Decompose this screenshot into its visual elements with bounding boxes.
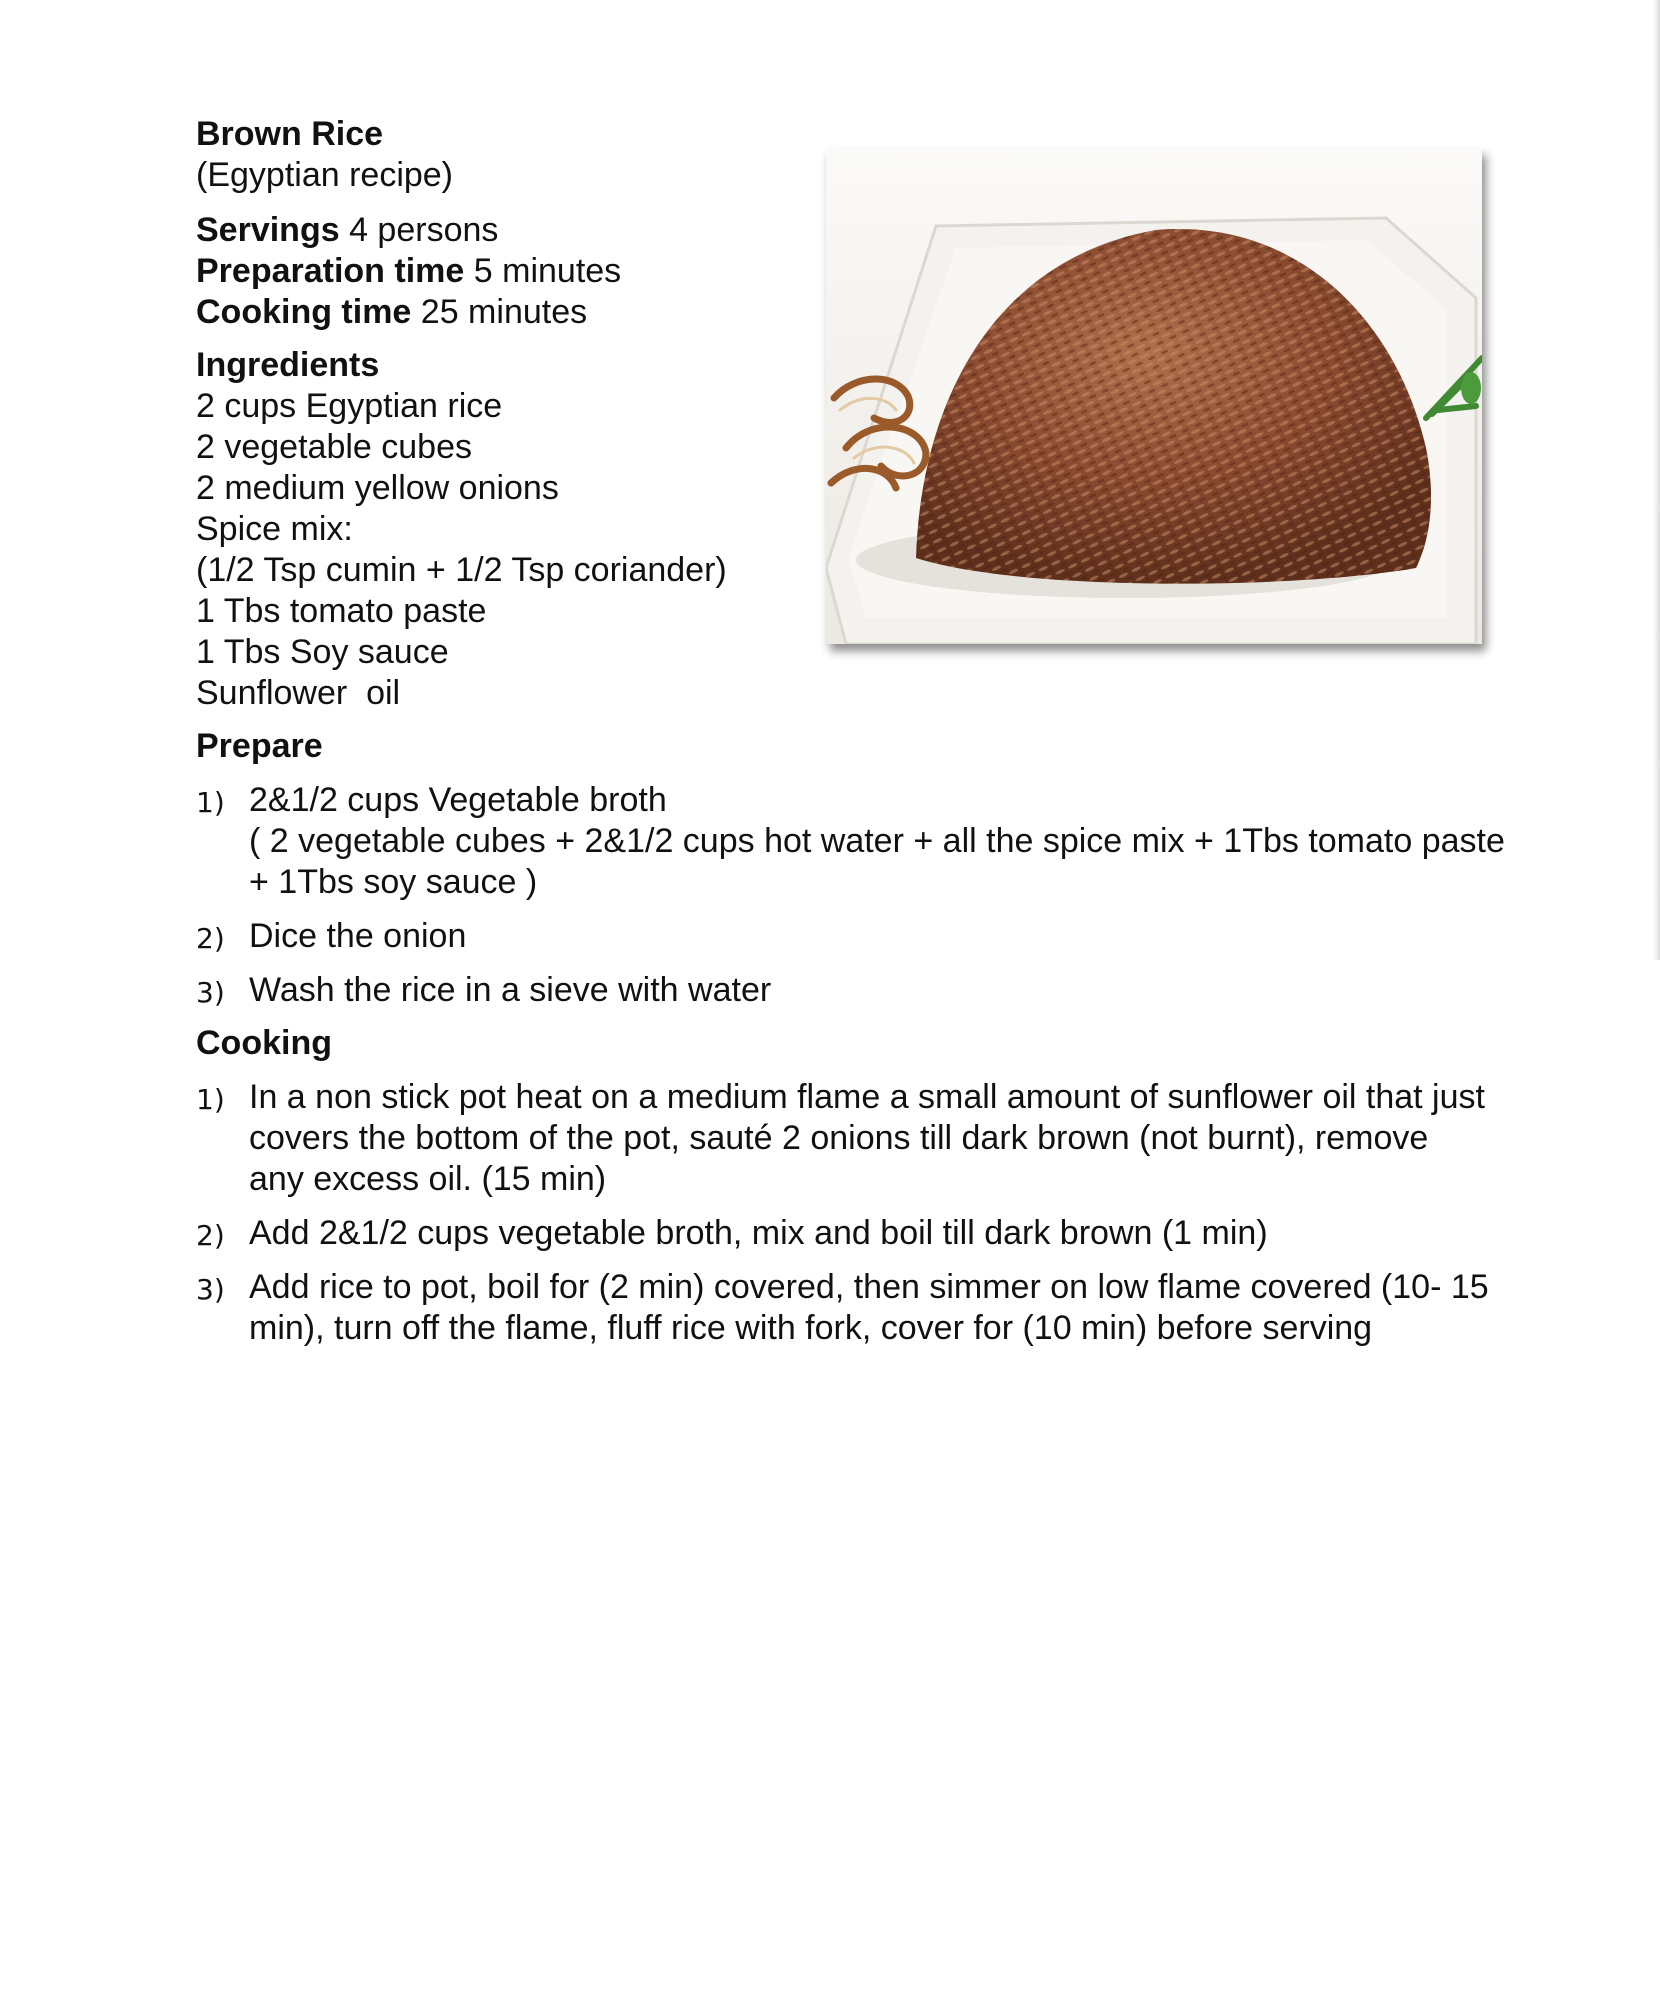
step-number: 2) — [196, 922, 225, 955]
step-subtext: ( 2 vegetable cubes + 2&1/2 cups hot water + all the spice mix + 1Tbs tomato paste + 1Tbs soy sauce ) — [249, 822, 1505, 901]
prepare-steps — [196, 780, 1505, 1011]
step-text: In a non stick pot heat on a medium flame a small amount of sunflower oil that just covers the bottom of the pot, sauté 2 onions till dark brown (not burnt), remove any excess oil. (15 min) — [249, 1078, 1485, 1198]
ingredient-item: 2 vegetable cubes — [196, 428, 472, 466]
cook-time-label: Cooking time — [196, 293, 412, 331]
step-text: Dice the onion — [249, 917, 467, 955]
cooking-step — [196, 1267, 1489, 1349]
step-number: 3) — [196, 1273, 225, 1306]
prepare-step — [196, 970, 1496, 1011]
servings-label: Servings — [196, 211, 340, 249]
prep-time-value: 5 minutes — [473, 252, 622, 290]
ingredient-item: 1 Tbs tomato paste — [196, 592, 487, 630]
ingredient-item: Sunflower oil — [196, 674, 401, 712]
cooking-step — [196, 1077, 1489, 1200]
ingredient-item: 1 Tbs Soy sauce — [196, 633, 449, 671]
step-number: 3) — [196, 976, 225, 1009]
recipe-subtitle: (Egyptian recipe) — [196, 156, 454, 194]
step-text: Add 2&1/2 cups vegetable broth, mix and boil till dark brown (1 min) — [249, 1214, 1268, 1252]
servings-value: 4 persons — [349, 211, 499, 249]
cooking-heading: Cooking — [196, 1024, 332, 1062]
prep-time-label: Preparation time — [196, 252, 465, 290]
prepare-heading: Prepare — [196, 727, 323, 765]
step-text: Wash the rice in a sieve with water — [249, 971, 772, 1009]
ingredient-item: 2 medium yellow onions — [196, 469, 559, 507]
cook-time-value: 25 minutes — [420, 293, 588, 331]
step-number: 1) — [196, 1083, 225, 1116]
ingredient-item: Spice mix: — [196, 510, 353, 548]
prepare-step — [196, 780, 1505, 903]
step-number: 2) — [196, 1219, 225, 1252]
prepare-step — [196, 916, 1496, 957]
step-number: 1) — [196, 786, 225, 819]
cooking-steps — [196, 1077, 1496, 1349]
step-text: Add rice to pot, boil for (2 min) covered, then simmer on low flame covered (10- 15 min), turn off the flame, fluff rice with fork, cover for (10 min) before serving — [249, 1268, 1489, 1347]
page-edge — [1652, 0, 1660, 960]
ingredient-item: (1/2 Tsp cumin + 1/2 Tsp coriander) — [196, 551, 727, 589]
brown-rice-photo — [826, 148, 1482, 644]
recipe-title: Brown Rice — [196, 115, 384, 153]
cooking-step — [196, 1213, 1489, 1254]
ingredient-item: 2 cups Egyptian rice — [196, 387, 503, 425]
ingredients-heading: Ingredients — [196, 346, 380, 384]
step-text: 2&1/2 cups Vegetable broth — [249, 781, 667, 819]
